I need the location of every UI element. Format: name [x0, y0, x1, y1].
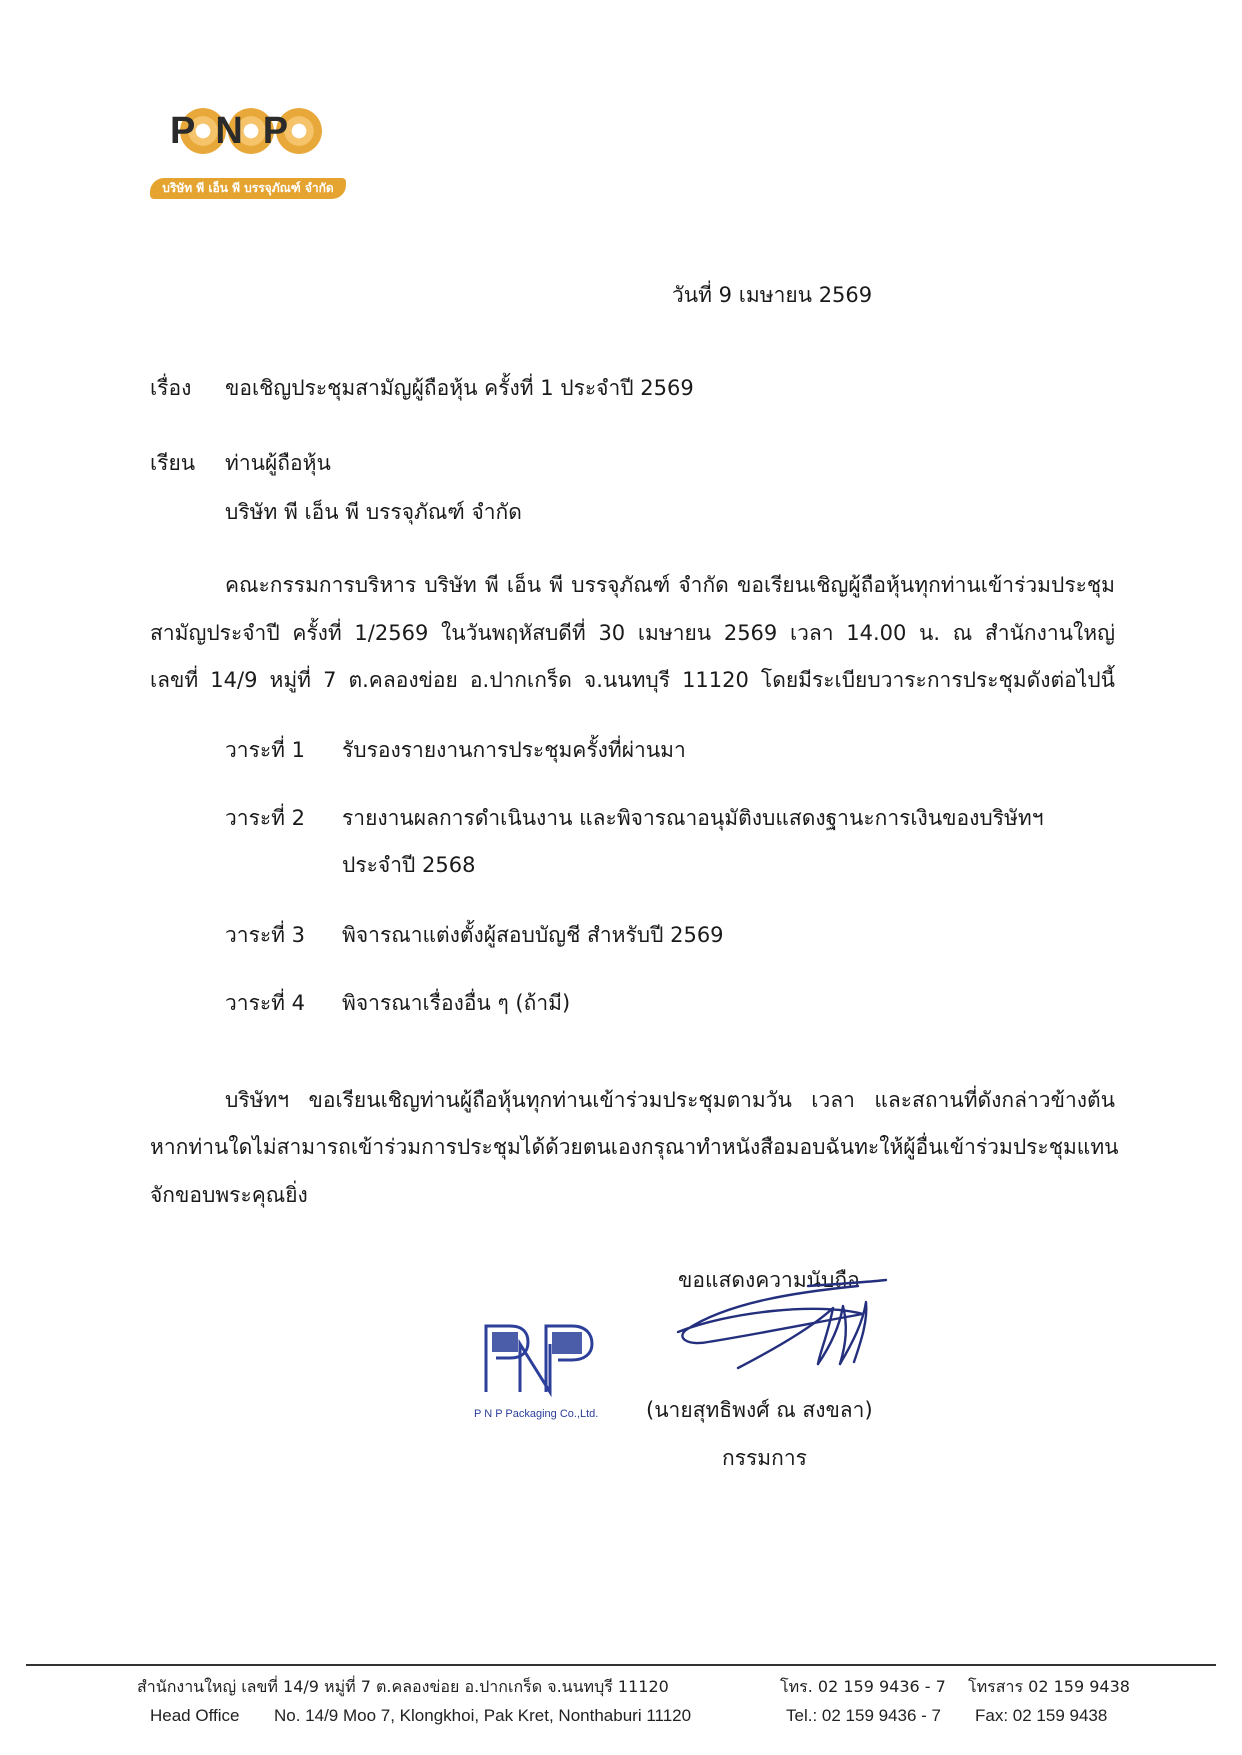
- subject-text: ขอเชิญประชุมสามัญผู้ถือหุ้น ครั้งที่ 1 ประจำปี 2569: [225, 376, 694, 400]
- footer-divider: [26, 1664, 1216, 1666]
- agenda-text-2: รายงานผลการดำเนินงาน และพิจารณาอนุมัติงบแสดงฐานะการเงินของบริษัทฯ: [342, 806, 1044, 830]
- agenda-label-2: วาระที่ 2: [225, 806, 306, 830]
- logo-subtitle: บริษัท พี เอ็น พี บรรจุภัณฑ์ จำกัด: [150, 178, 346, 199]
- stamp-logo-icon: [480, 1320, 600, 1400]
- footer-en-address: No. 14/9 Moo 7, Klongkhoi, Pak Kret, Nonthaburi 11120: [274, 1706, 692, 1725]
- logo-letters: PNP: [170, 110, 309, 152]
- regards-text: ขอแสดงความนับถือ: [678, 1268, 860, 1292]
- agenda-label-4: วาระที่ 4: [225, 991, 306, 1015]
- intro-line-2: สามัญประจำปี ครั้งที่ 1/2569 ในวันพฤหัสบดีที่ 30 เมษายน 2569 เวลา 14.00 น. ณ สำนักงานใหญ่: [150, 621, 1115, 645]
- footer-en-tel: Tel.: 02 159 9436 - 7: [786, 1706, 942, 1725]
- footer-th-fax: โทรสาร 02 159 9438: [968, 1677, 1130, 1696]
- recipient-line1: ท่านผู้ถือหุ้น: [225, 451, 331, 475]
- footer-en-fax: Fax: 02 159 9438: [975, 1706, 1108, 1725]
- signer-title: กรรมการ: [722, 1446, 807, 1470]
- signer-name: (นายสุทธิพงศ์ ณ สงขลา): [646, 1398, 873, 1422]
- closing-line-1: บริษัทฯ ขอเรียนเชิญท่านผู้ถือหุ้นทุกท่านเข้าร่วมประชุมตามวัน เวลา และสถานที่ดังกล่าวข้างต้น: [225, 1088, 1115, 1112]
- intro-line-3: เลขที่ 14/9 หมู่ที่ 7 ต.คลองข่อย อ.ปากเกร็ด จ.นนทบุรี 11120 โดยมีระเบียบวาระการประชุมดังต่อไปนี้: [150, 668, 1115, 692]
- company-stamp: [474, 1320, 614, 1430]
- intro-line-1: คณะกรรมการบริหาร บริษัท พี เอ็น พี บรรจุภัณฑ์ จำกัด ขอเรียนเชิญผู้ถือหุ้นทุกท่านเข้าร่วมประชุม: [225, 573, 1115, 597]
- subject-label: เรื่อง: [150, 376, 192, 400]
- agenda-text-4: พิจารณาเรื่องอื่น ๆ (ถ้ามี): [342, 991, 571, 1015]
- footer-th-tel: โทร. 02 159 9436 - 7: [780, 1677, 946, 1696]
- closing-line-2: หากท่านใดไม่สามารถเข้าร่วมการประชุมได้ด้วยตนเองกรุณาทำหนังสือมอบฉันทะให้ผู้อื่นเข้าร่วมประชุมแทน: [150, 1135, 1119, 1159]
- agenda-text-3: พิจารณาแต่งตั้งผู้สอบบัญชี สำหรับปี 2569: [342, 923, 724, 947]
- footer-en-label: Head Office: [150, 1706, 240, 1725]
- company-logo: [150, 108, 346, 203]
- handwritten-signature: [668, 1272, 898, 1388]
- agenda-text-1: รับรองรายงานการประชุมครั้งที่ผ่านมา: [342, 738, 686, 762]
- closing-line-3: จักขอบพระคุณยิ่ง: [150, 1183, 308, 1207]
- recipient-line2: บริษัท พี เอ็น พี บรรจุภัณฑ์ จำกัด: [225, 500, 522, 524]
- agenda-label-1: วาระที่ 1: [225, 738, 306, 762]
- footer-th-address: สำนักงานใหญ่ เลขที่ 14/9 หมู่ที่ 7 ต.คลองข่อย อ.ปากเกร็ด จ.นนทบุรี 11120: [137, 1677, 669, 1696]
- letter-date: วันที่ 9 เมษายน 2569: [672, 283, 873, 307]
- recipient-label: เรียน: [150, 451, 196, 475]
- agenda-label-3: วาระที่ 3: [225, 923, 306, 947]
- stamp-caption: P N P Packaging Co.,Ltd.: [474, 1408, 599, 1420]
- agenda-text-2-cont: ประจำปี 2568: [342, 853, 476, 877]
